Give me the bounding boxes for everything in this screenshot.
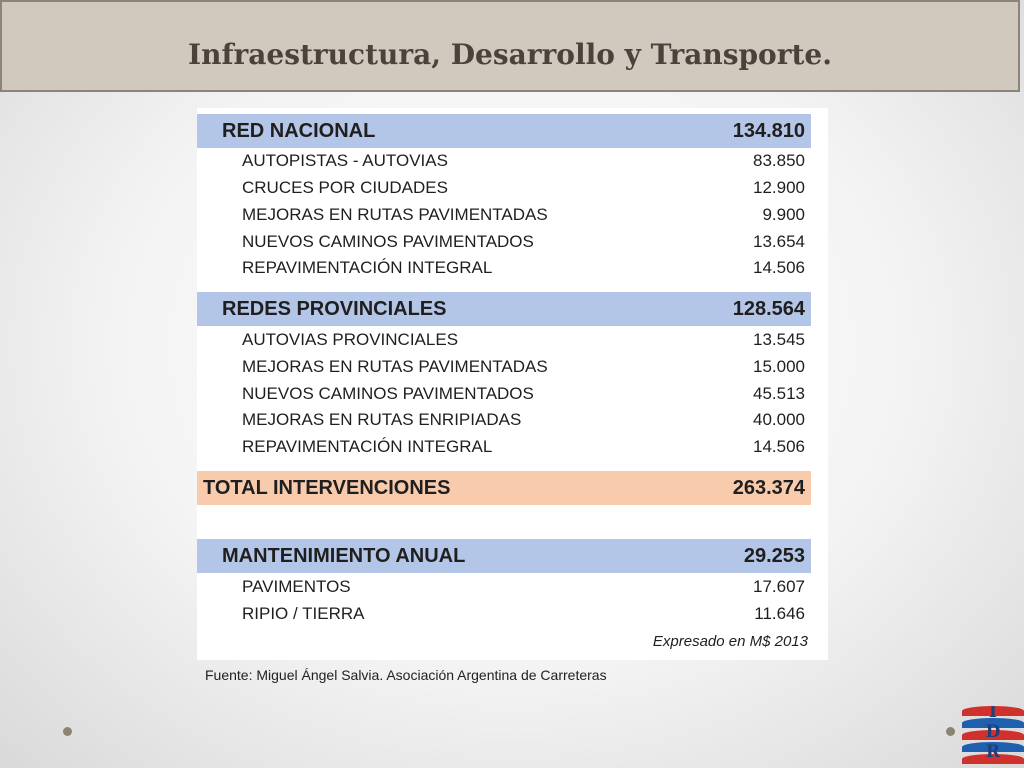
table-row	[197, 407, 811, 433]
row-label: MEJORAS EN RUTAS PAVIMENTADAS	[242, 357, 548, 376]
row-value: 12.900	[753, 178, 805, 197]
slide-title: Infraestructura, Desarrollo y Transporte.	[188, 38, 832, 71]
table-row	[197, 354, 811, 380]
section-header-red-nacional	[197, 114, 811, 148]
table-row	[197, 601, 811, 627]
table-row	[197, 148, 811, 174]
table-row	[197, 381, 811, 407]
row-label: PAVIMENTOS	[242, 577, 351, 596]
row-label: REPAVIMENTACIÓN INTEGRAL	[242, 437, 493, 456]
section-value: 128.564	[732, 298, 805, 320]
table-row	[197, 175, 811, 201]
table-row	[197, 327, 811, 353]
row-value: 83.850	[753, 151, 805, 170]
row-value: 11.646	[754, 604, 805, 623]
section-label: REDES PROVINCIALES	[222, 298, 447, 320]
logo-letter: D	[985, 722, 1001, 742]
row-label: AUTOVIAS PROVINCIALES	[242, 330, 459, 349]
row-value: 15.000	[753, 357, 805, 376]
idr-logo	[962, 706, 1024, 768]
row-value: 17.607	[753, 577, 805, 596]
section-label: RED NACIONAL	[222, 120, 376, 142]
row-label: CRUCES POR CIUDADES	[242, 178, 448, 197]
logo-letter: R	[985, 742, 1001, 762]
row-value: 14.506	[753, 258, 805, 277]
total-row	[197, 471, 811, 505]
row-value: 45.513	[753, 384, 805, 403]
total-value: 263.374	[732, 477, 805, 499]
table-row	[197, 574, 811, 600]
bullet-dot-right	[946, 727, 955, 736]
currency-note: Expresado en M$ 2013	[652, 633, 808, 650]
row-label: RIPIO / TIERRA	[242, 604, 365, 623]
row-value: 13.545	[753, 330, 805, 349]
section-value: 134.810	[732, 120, 805, 142]
table-row	[197, 229, 811, 255]
section-header-mantenimiento	[197, 539, 811, 573]
section-header-redes-provinciales	[197, 292, 811, 326]
total-label: TOTAL INTERVENCIONES	[203, 477, 451, 499]
title-bar	[0, 0, 1020, 92]
row-value: 9.900	[762, 205, 805, 224]
row-label: MEJORAS EN RUTAS PAVIMENTADAS	[242, 205, 548, 224]
row-label: REPAVIMENTACIÓN INTEGRAL	[242, 258, 493, 277]
investment-table	[197, 108, 828, 660]
section-value: 29.253	[743, 545, 805, 567]
row-value: 14.506	[753, 437, 805, 456]
row-value: 40.000	[753, 410, 805, 429]
table-row	[197, 434, 811, 460]
row-label: MEJORAS EN RUTAS ENRIPIADAS	[242, 410, 522, 429]
row-value: 13.654	[753, 232, 805, 251]
row-label: NUEVOS CAMINOS PAVIMENTADOS	[242, 232, 534, 251]
table-row	[197, 202, 811, 228]
logo-letter: I	[989, 706, 997, 722]
row-label: NUEVOS CAMINOS PAVIMENTADOS	[242, 384, 534, 403]
source-caption: Fuente: Miguel Ángel Salvia. Asociación Argentina de Carreteras	[205, 667, 607, 683]
bullet-dot-left	[63, 727, 72, 736]
row-label: AUTOPISTAS - AUTOVIAS	[242, 151, 448, 170]
table-row	[197, 255, 811, 281]
section-label: MANTENIMIENTO ANUAL	[222, 545, 466, 567]
